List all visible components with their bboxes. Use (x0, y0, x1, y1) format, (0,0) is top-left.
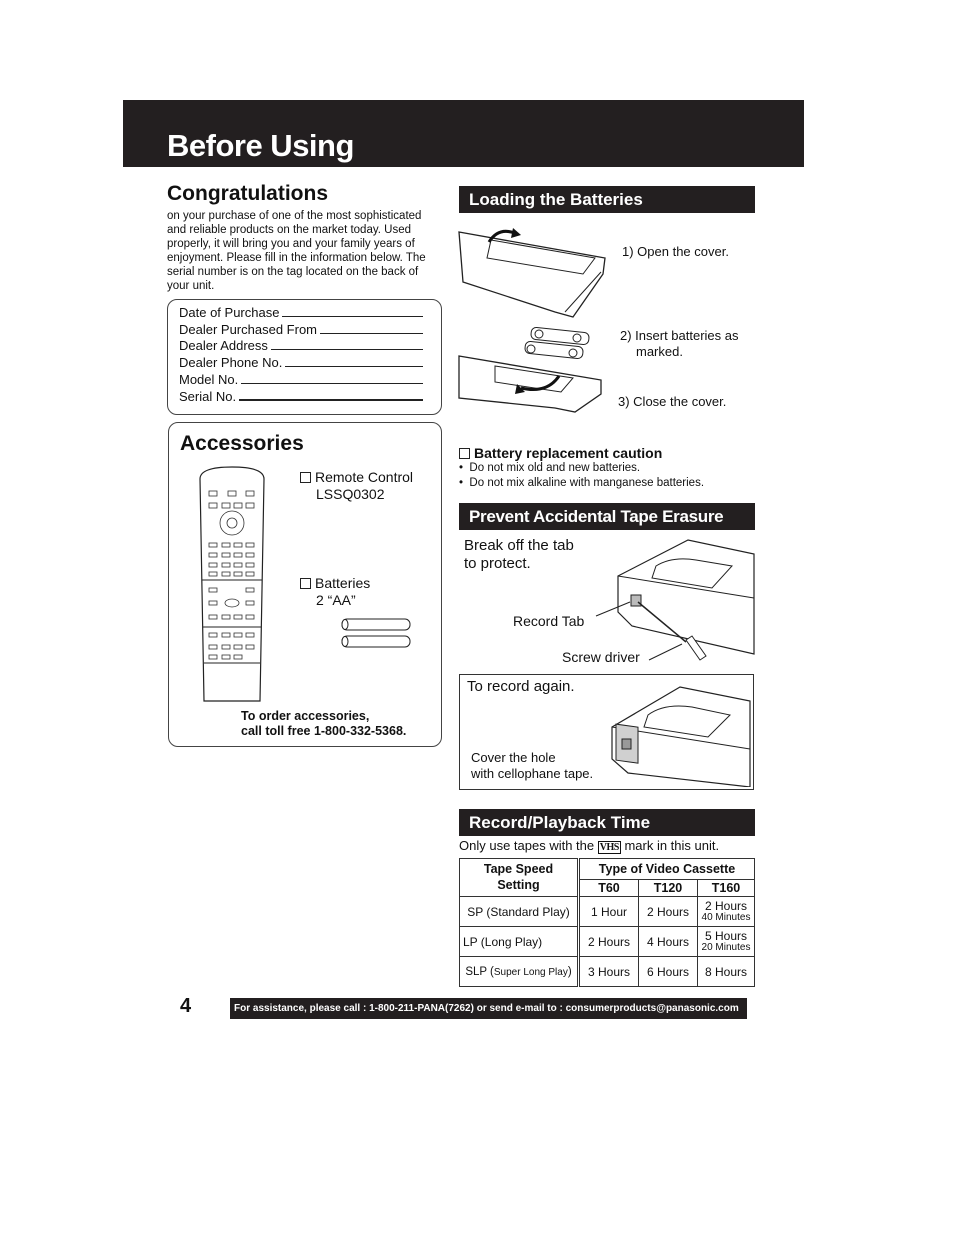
header-t160: T160 (698, 880, 755, 897)
accessories-box (168, 422, 442, 747)
accessories-heading: Accessories (180, 432, 304, 455)
header-cassette-type: Type of Video Cassette (579, 859, 755, 880)
insert-batteries-illustration (455, 322, 625, 414)
batteries-item: Batteries 2 “AA” (300, 575, 370, 609)
playback-time-table: Tape Speed Setting Type of Video Cassette T60 T120 T160 SP (Standard Play) 1 Hour 2 Hours 2 Hours 40 Minutes LP (Long Play) 2 Hours 4 Hours 5 Hours 20 Minutes SLP (Super Long Play) 3 Hours 6 Hours 8 Hours (459, 858, 755, 987)
cover-hole-note: Cover the hole with cellophane tape. (471, 750, 594, 781)
list-item: • Do not mix old and new batteries. (459, 462, 641, 474)
record-again-box (459, 674, 754, 790)
owner-record-form (167, 299, 442, 415)
field-dealer-phone[interactable]: Dealer Phone No. (179, 355, 423, 370)
break-tab-instruction: Break off the tab to protect. (464, 537, 574, 572)
step-open-cover: 1) Open the cover. (622, 244, 729, 259)
record-again-title: To record again. (467, 678, 575, 695)
record-playback-heading: Record/Playback Time (459, 809, 755, 836)
battery-caution-title: Battery replacement caution (459, 445, 662, 461)
caution-checkbox[interactable] (459, 448, 470, 459)
vhs-logo-icon: VHS (599, 842, 619, 853)
page-number: 4 (180, 995, 192, 1017)
open-cover-illustration (455, 222, 625, 322)
field-dealer-address[interactable]: Dealer Address (179, 338, 423, 353)
list-item: • Do not mix alkaline with manganese batteries. (459, 477, 705, 489)
header-t60: T60 (579, 880, 639, 897)
step-close-cover: 3) Close the cover. (618, 394, 727, 409)
congratulations-text: on your purchase of one of the most sophisticated and reliable products on the market today. Used properly, it will bring you and your family years of enjoyment. Please fill in the information below. The serial number is on the tag located on the back of your unit. (167, 210, 426, 292)
header-tape-speed: Tape Speed (483, 862, 554, 876)
record-tab-label: Record Tab (513, 613, 585, 629)
assistance-banner: For assistance, please call : 1-800-211-PANA(7262) or send e-mail to : consumerproducts@panasonic.com (230, 998, 747, 1019)
table-row: SP (Standard Play) 1 Hour 2 Hours 2 Hours 40 Minutes (460, 897, 755, 927)
aa-batteries-illustration (338, 616, 412, 652)
table-row: SLP (Super Long Play) 3 Hours 6 Hours 8 Hours (460, 957, 755, 987)
title-bar (123, 100, 804, 167)
remote-checkbox[interactable] (300, 472, 311, 483)
field-dealer-purchased-from[interactable]: Dealer Purchased From (179, 322, 423, 337)
remote-control-illustration (194, 465, 270, 703)
field-date-of-purchase[interactable]: Date of Purchase (179, 305, 423, 320)
step-insert-batteries: 2) Insert batteries as marked. (620, 328, 739, 359)
prevent-erasure-heading: Prevent Accidental Tape Erasure (459, 503, 755, 530)
cassette-covered-hole-illustration (608, 683, 754, 787)
field-model-no[interactable]: Model No. (179, 372, 423, 387)
loading-batteries-heading: Loading the Batteries (459, 186, 755, 213)
remote-control-item: Remote Control LSSQ0302 (300, 469, 413, 503)
header-t120: T120 (639, 880, 698, 897)
congratulations-heading: Congratulations (167, 182, 328, 205)
batteries-checkbox[interactable] (300, 578, 311, 589)
screw-driver-label: Screw driver (562, 649, 640, 665)
battery-caution-list (459, 461, 704, 491)
field-serial-no[interactable]: Serial No. (179, 389, 423, 404)
table-row: LP (Long Play) 2 Hours 4 Hours 5 Hours 20 Minutes (460, 927, 755, 957)
page-title: Before Using (167, 128, 354, 163)
order-accessories-note: To order accessories, call toll free 1-800-332-5368. (241, 709, 407, 738)
vhs-note: Only use tapes with the VHS mark in this unit. (459, 838, 720, 853)
